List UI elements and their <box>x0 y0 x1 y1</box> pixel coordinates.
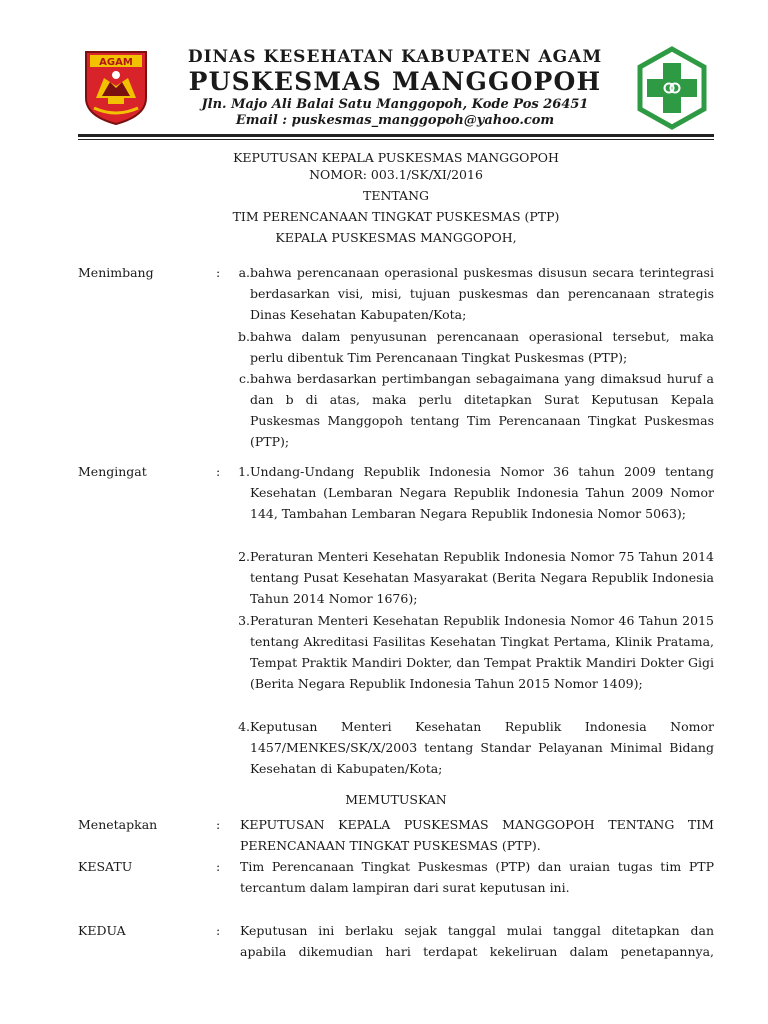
item-line: Klinik Pratama, Tempat Praktik Mandiri Dokter, dan Tempat <box>250 634 714 670</box>
item-text <box>250 716 714 779</box>
item-line: perlu dibentuk Tim Perencanaan Tingkat Puskesmas (PTP); <box>250 350 628 365</box>
menetapkan-colon: : <box>216 817 221 832</box>
mengingat-item <box>232 716 714 779</box>
mengingat-item <box>232 461 714 524</box>
item-marker: 4. <box>238 719 250 734</box>
address: Jln. Majo Ali Balai Satu Manggopoh, Kode Pos 26451 <box>201 97 589 112</box>
mengingat-label: Mengingat <box>78 464 147 479</box>
item-marker: c. <box>239 371 250 386</box>
item-line: Kepala Puskesmas Manggopoh tentang Tim Perencanaan Tingkat <box>250 392 714 428</box>
item-line: Nomor 144, Tambahan Lembaran Negara Republik Indonesia <box>250 485 714 521</box>
agam-regency-logo <box>80 48 152 126</box>
item-text <box>250 368 714 452</box>
item-text <box>250 546 714 609</box>
item-line: Peraturan Menteri Kesehatan Republik Indonesia Nomor 46 Tahun <box>250 613 678 628</box>
item-marker: 2. <box>238 549 250 564</box>
item-line: huruf a dan b di atas, maka perlu ditetapkan Surat Keputusan <box>250 371 714 407</box>
item-marker: b. <box>238 329 250 344</box>
kesatu-text <box>240 856 714 898</box>
item-line: Puskesmas (PTP); <box>250 413 714 449</box>
item-line: perencanaan strategis Dinas Kesehatan Kabupaten/Kota; <box>250 286 714 322</box>
puskesmas-logo <box>636 46 708 130</box>
svg-text:AGAM: AGAM <box>99 57 133 68</box>
item-line: bahwa dalam penyusunan perencanaan operasional tersebut, maka <box>250 329 714 344</box>
menimbang-colon: : <box>216 265 221 280</box>
kedua-label: KEDUA <box>78 923 126 938</box>
mengingat-item <box>232 610 714 694</box>
menimbang-item <box>232 326 714 368</box>
decree-tentang: TENTANG <box>362 188 429 203</box>
item-marker: 1. <box>238 464 250 479</box>
item-line: Kesehatan (Lembaran Negara Republik Indonesia Tahun 2009 <box>250 485 664 500</box>
item-line: terintegrasi berdasarkan visi, misi, tujuan puskesmas dan <box>250 265 714 301</box>
decree-number: NOMOR: 003.1/SK/XI/2016 <box>309 167 483 182</box>
item-text <box>250 610 714 694</box>
memutuskan-heading: MEMUTUSKAN <box>345 792 447 807</box>
item-line: 2014 tentang Pusat Kesehatan Masyarakat (Berita Negara Republik <box>250 549 714 585</box>
header-rule-thin <box>78 139 714 140</box>
item-line: Peraturan Menteri Kesehatan Republik Indonesia Nomor 75 Tahun <box>250 549 678 564</box>
text-line: Tim Perencanaan Tingkat Puskesmas (PTP) dan uraian tugas tim PTP <box>240 859 714 874</box>
decree-subject: TIM PERENCANAAN TINGKAT PUSKESMAS (PTP) <box>232 209 560 224</box>
agency-name: DINAS KESEHATAN KABUPATEN AGAM <box>187 47 603 67</box>
kesatu-label: KESATU <box>78 859 133 874</box>
kedua-colon: : <box>216 923 221 938</box>
text-line: PERENCANAAN TINGKAT PUSKESMAS (PTP). <box>240 838 541 853</box>
menimbang-item <box>232 262 714 325</box>
item-marker: 3. <box>238 613 250 628</box>
item-line: Undang-Undang Republik Indonesia Nomor 36 tahun 2009 tentang <box>250 464 714 479</box>
item-line: Keputusan Menteri Kesehatan Republik Indonesia Nomor <box>250 719 714 734</box>
item-line: Bidang Kesehatan di Kabupaten/Kota; <box>250 740 714 776</box>
text-line: Keputusan ini berlaku sejak tanggal mulai tanggal ditetapkan dan <box>240 923 714 938</box>
menimbang-item <box>232 368 714 452</box>
item-line: Indonesia Tahun 2014 Nomor 1676); <box>250 570 714 606</box>
item-marker: a. <box>238 265 250 280</box>
item-line: 1457/MENKES/SK/X/2003 tentang Standar Pelayanan Minimal <box>250 740 663 755</box>
email: Email : puskesmas_manggopoh@yahoo.com <box>235 113 555 128</box>
item-text <box>250 461 714 524</box>
text-line: tercantum dalam lampiran dari surat keputusan ini. <box>240 880 570 895</box>
decree-issuer: KEPALA PUSKESMAS MANGGOPOH, <box>275 230 517 245</box>
item-text <box>250 326 714 368</box>
item-line: bahwa perencanaan operasional puskesmas disusun secara <box>250 265 635 280</box>
kedua-text <box>240 920 714 962</box>
item-line: Tahun 2015 Nomor 1409); <box>475 676 643 691</box>
item-text <box>250 262 714 325</box>
text-line: apabila dikemudian hari terdapat kekeliruan dalam penetapannya, <box>240 944 714 959</box>
kesatu-colon: : <box>216 859 221 874</box>
menetapkan-label: Menetapkan <box>78 817 158 832</box>
mengingat-item <box>232 546 714 609</box>
text-line: KEPUTUSAN KEPALA PUSKESMAS MANGGOPOH TENTANG TIM <box>240 817 714 832</box>
institution-name: PUSKESMAS MANGGOPOH <box>188 67 602 96</box>
menetapkan-text <box>240 814 714 856</box>
header-rule-thick <box>78 134 714 137</box>
item-line: 2015 tentang Akreditasi Fasilitas Kesehatan Tingkat Pertama, <box>250 613 714 649</box>
mengingat-colon: : <box>216 464 221 479</box>
letterhead <box>160 46 630 129</box>
item-line: Praktik Mandiri Dokter Gigi (Berita Negara Republik Indonesia <box>250 655 714 691</box>
decree-title: KEPUTUSAN KEPALA PUSKESMAS MANGGOPOH <box>233 150 559 165</box>
item-line: Nomor 5063); <box>597 506 687 521</box>
item-line: bahwa berdasarkan pertimbangan sebagaimana yang dimaksud <box>250 371 662 386</box>
menimbang-label: Menimbang <box>78 265 154 280</box>
